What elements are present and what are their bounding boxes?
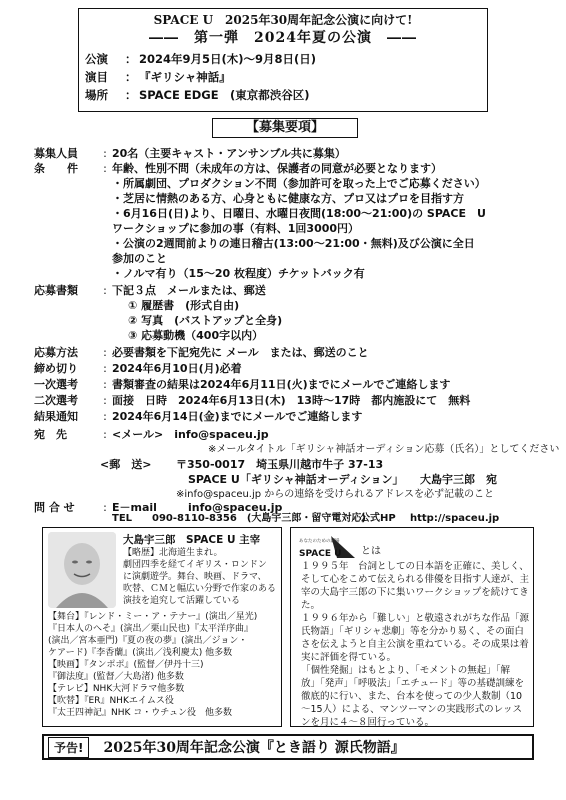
bio-line: 劇団四季を経てイギリス・ロンドン: [123, 560, 267, 570]
contact-key: TEL: [112, 513, 133, 524]
recruit-second-row: 二次選考 : 面接 日時 2024年6月13日(木) 13時～17時 都内施設にて 無料: [34, 394, 471, 407]
recruit-result-row: 結果通知 : 2024年6月14日(金)までにメールでご連絡します: [34, 410, 363, 423]
contact-row-hp: [360, 512, 499, 526]
about-paragraph: １９９６年から「難しい」と敬遠されがちな作品「源氏物語」「ギリシャ悲劇」等を分かり易く、その面白さを伝えようと自主公演を重ねている。その成果は着実に評価を得ている。: [301, 613, 530, 663]
section-title: 【募集要項】: [212, 118, 358, 138]
header-row-performance: 公演 ： 2024年9月5日(木)～9月8日(日): [85, 52, 317, 66]
bio-line: 【テレビ】NHK大河ドラマ他多数: [48, 684, 185, 694]
doc-item: ② 写真 (バストアップと全身): [128, 314, 283, 327]
bio-name: 大島宇三郎 SPACE U 主宰: [123, 534, 261, 546]
space-u-logo: [297, 534, 357, 560]
header-title: SPACE U 2025年30周年記念公演に向けて!: [153, 13, 413, 27]
bio-line: に演劇遊学。舞台、映画、ドラマ、: [123, 572, 267, 582]
condition-line: ・ノルマ有り（15～20 枚程度）チケットバック有: [112, 267, 365, 280]
condition-line: 参加のこと: [112, 252, 167, 265]
bio-line: 吹替、ＣＭと幅広い分野で作家のある: [123, 584, 277, 594]
header-box: [78, 8, 488, 112]
recruit-deadline-row: 締め切り : 2024年6月10日(月)必着: [34, 362, 242, 375]
svg-text:あなたのための劇場: あなたのための劇場: [299, 539, 340, 544]
recruit-method-row: 応募方法 : 必要書類を下記宛先に メール または、郵送のこと: [34, 346, 369, 359]
header-subtitle: ―― 第一弾 2024年夏の公演 ――: [149, 30, 417, 46]
doc-item: ③ 応募動機（400字以内）: [128, 329, 264, 342]
bio-line: (演出／宮本亜門)『夏の夜の夢』(演出／ジョン・: [48, 636, 248, 646]
about-text: [301, 560, 529, 729]
bio-line: 【吹替】『ER』NHKエイムス役: [48, 696, 174, 706]
bio-line: 『太王四神記』NHK コ・ウチュン役 他多数: [48, 708, 232, 718]
footer-badge: 予告!: [48, 737, 89, 758]
mail-address: <メール> info@spaceu.jp: [112, 428, 269, 441]
recruit-count-row: 募集人員 : 20名（主要キャスト・アンサンブル共に募集）: [34, 147, 346, 160]
contact-row-tel: [112, 512, 366, 526]
condition-line: ・公演の2週間前よりの連日稽古(13:00～21:00・無料)及び公演に全日: [112, 237, 475, 250]
contact-value: 090-8110-8356 (大島宇三郎・留守電対応): [152, 513, 366, 524]
post-label: <郵 送>: [100, 458, 152, 471]
recruit-docs-row: 応募書類 : 下記３点 メールまたは、郵送: [34, 284, 266, 297]
post-note: ※info@spaceu.jp からの連絡を受けられるアドレスを必ず記載のこと: [176, 489, 494, 500]
post-address: 〒350-0017 埼玉県川越市牛子 37-13: [176, 458, 384, 471]
mail-note: ※メールタイトル「ギリシャ神話オーディション応募（氏名）」としてください: [208, 444, 560, 455]
header-row-venue: 場所 ： SPACE EDGE (東京都渋谷区): [85, 88, 310, 102]
footer-banner: [42, 734, 534, 760]
condition-line: ・芝居に情熱のある方、心身ともに健康な方、プロ又はプロを目指す方: [112, 192, 464, 205]
recruit-address-row: 宛 先 : <メール> info@spaceu.jp: [34, 428, 269, 441]
header-row-program: 演目 ： 『ギリシャ神話』: [85, 70, 231, 84]
about-paragraph: １９９５年 台詞としての日本語を正確に、美しく、そして心をこめて伝えられる俳優を目指す人達が、主宰の大島宇三郎の下に集いワークショップを続けてきた。: [301, 561, 530, 611]
post-recipient: SPACE U「ギリシャ神話オーディション」 大島宇三郎 宛: [188, 473, 498, 486]
recruit-conditions-row: 条 件 : 年齢、性別不問（未成年の方は、保護者の同意が必要となります）: [34, 162, 442, 175]
doc-item: ① 履歴書 (形式自由): [128, 299, 240, 312]
bio-line: 『御法度』(監督／大島渚) 他多数: [48, 672, 184, 682]
bio-line: 『日本人のへそ』(演出／栗山民也)『太平洋序曲』: [48, 624, 254, 634]
svg-text:SPACE U: SPACE U: [299, 549, 342, 559]
bio-line: ケアード)『李香蘭』(演出／浅利慶太) 他多数: [48, 648, 233, 658]
condition-line: ・所属劇団、プロダクション不問（参加許可を取った上でご応募ください）: [112, 177, 486, 190]
contact-row-email: 問 合 せ : E－mail info@spaceu.jp: [34, 501, 283, 514]
contact-key: 公式HP: [360, 513, 396, 524]
bio-line: 【略歴】北海道生まれ。: [123, 548, 223, 558]
contact-value: http://spaceu.jp: [410, 513, 500, 524]
profile-photo: [48, 532, 116, 608]
bio-line: 【舞台】『レンド・ミー・ア・テナー』(演出／星光): [48, 612, 258, 622]
footer-text: 2025年30周年記念公演『とき語り 源氏物語』: [103, 740, 405, 756]
about-box: [290, 527, 534, 727]
recruit-first-row: 一次選考 : 書類審査の結果は2024年6月11日(火)までにメールでご連絡します: [34, 378, 451, 391]
bio-line: 演技を追究して活躍している: [123, 596, 241, 606]
bio-line: 【映画】『タンポポ』(監督／伊丹十三): [48, 660, 204, 670]
condition-line: ワークショップに参加の事（有料、1回3000円）: [112, 222, 360, 235]
bio-box: [42, 527, 282, 727]
about-paragraph: 「個性発掘」はもとより、「モメントの無起」「解放」「発声」「呼吸法」「エチュード」等の基礎訓練を徹底的に行い、また、台本を使っての少人数制（10～15人）による、マンツーマンの実践形式のレッスンを月に４～８回行っている。: [301, 665, 524, 728]
condition-line: ・6月16日(日)より、日曜日、水曜日夜間(18:00～21:00)の SPACE U: [112, 207, 486, 220]
about-intro: とは: [361, 546, 381, 557]
